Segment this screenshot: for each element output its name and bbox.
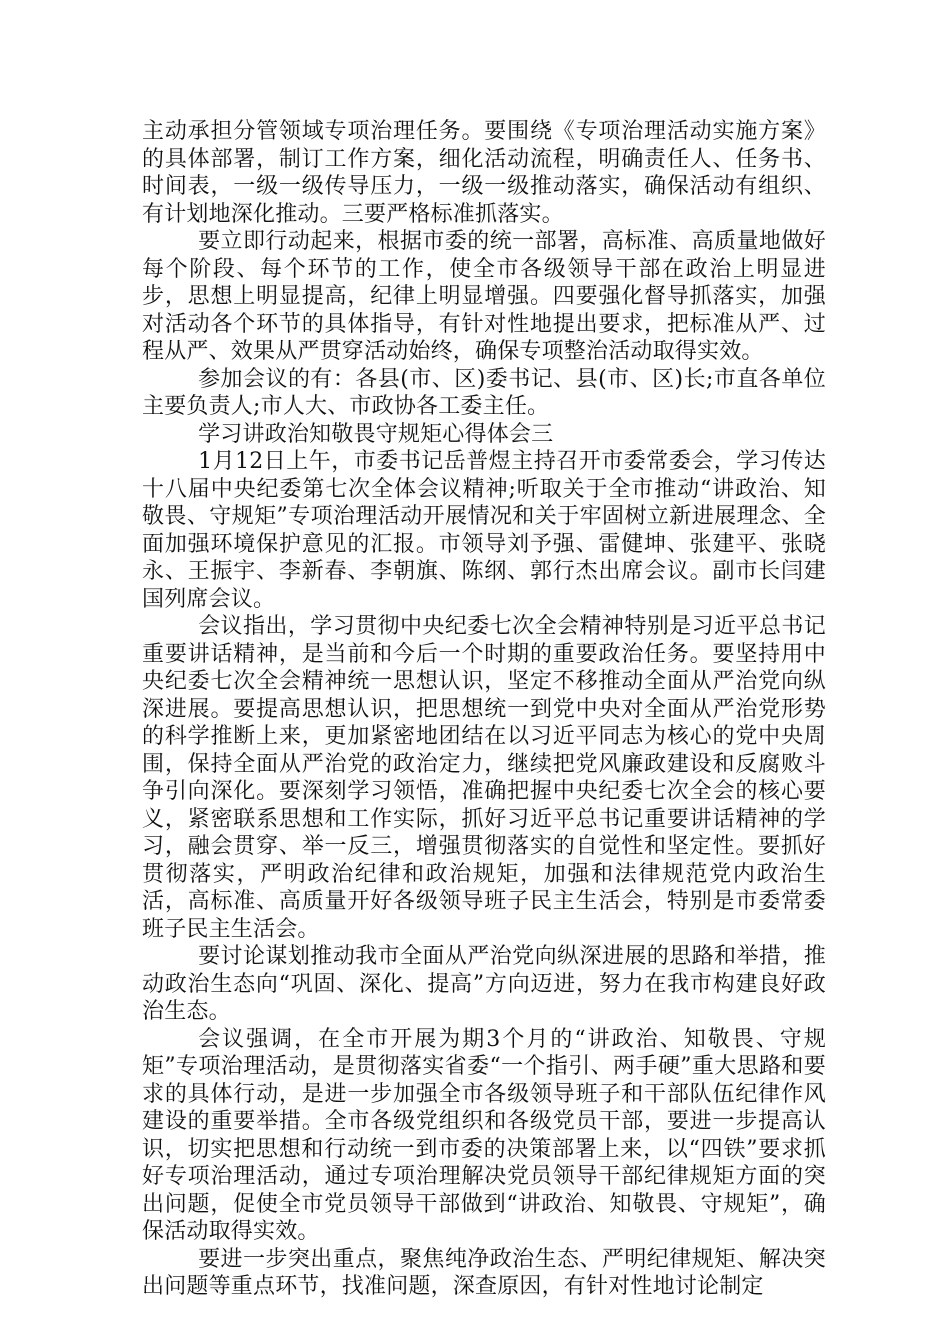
paragraph-9: 要进一步突出重点，聚焦纯净政治生态、严明纪律规矩、解决突出问题等重点环节，找准问题，深查原因，有针对性地讨论制定 <box>142 1246 826 1299</box>
section-heading: 学习讲政治知敬畏守规矩心得体会三 <box>198 421 554 447</box>
paragraph-1: 主动承担分管领域专项治理任务。要围绕《专项治理活动实施方案》的具体部署，制订工作方案，细化活动流程，明确责任人、任务书、时间表，一级一级传导压力，一级一级推动落实，确保活动有组织、有计划地深化推动。三要严格标准抓落实。 <box>142 119 826 227</box>
paragraph-7: 要讨论谋划推动我市全面从严治党向纵深进展的思路和举措，推动政治生态向“巩固、深化、提高”方向迈进，努力在我市构建良好政治生态。 <box>142 944 826 1024</box>
paragraph-3: 参加会议的有：各县(市、区)委书记、县(市、区)长;市直各单位主要负责人;市人大、市政协各工委主任。 <box>142 366 826 419</box>
paragraph-8: 会议强调，在全市开展为期3个月的“讲政治、知敬畏、守规矩”专项治理活动，是贯彻落实省委“一个指引、两手硬”重大思路和要求的具体行动，是进一步加强全市各级领导班子和干部队伍纪律作风建设的重要举措。全市各级党组织和各级党员干部，要进一步提高认识，切实把思想和行动统一到市委的决策部署上来，以“四铁”要求抓好专项治理活动，通过专项治理解决党员领导干部纪律规矩方面的突出问题，促使全市党员领导干部做到“讲政治、知敬畏、守规矩”，确保活动取得实效。 <box>142 1026 826 1244</box>
paragraph-2: 要立即行动起来，根据市委的统一部署，高标准、高质量地做好每个阶段、每个环节的工作，使全市各级领导干部在政治上明显进步，思想上明显提高，纪律上明显增强。四要强化督导抓落实，加强对活动各个环节的具体指导，有针对性地提出要求，把标准从严、过程从严、效果从严贯穿活动始终，确保专项整治活动取得实效。 <box>142 229 826 364</box>
document-body <box>142 118 826 1301</box>
paragraph-5: 1月12日上午，市委书记岳普煜主持召开市委常委会，学习传达十八届中央纪委第七次全体会议精神;听取关于全市推动“讲政治、知敬畏、守规矩”专项治理活动开展情况和关于牢固树立新进展理念、全面加强环境保护意见的汇报。市领导刘予强、雷健坤、张建平、张晓永、王振宇、李新春、李朝旗、陈纲、郭行杰出席会议。副市长闫建国列席会议。 <box>142 449 826 612</box>
paragraph-6: 会议指出，学习贯彻中央纪委七次全会精神特别是习近平总书记重要讲话精神，是当前和今后一个时期的重要政治任务。要坚持用中央纪委七次全会精神统一思想认识，坚定不移推动全面从严治党向纵深进展。要提高思想认识，把思想统一到党中央对全面从严治党形势的科学推断上来，更加紧密地团结在以习近平同志为核心的党中央周围，保持全面从严治党的政治定力，继续把党风廉政建设和反腐败斗争引向深化。要深刻学习领悟，准确把握中央纪委七次全会的核心要义，紧密联系思想和工作实际，抓好习近平总书记重要讲话精神的学习，融会贯穿、举一反三，增强贯彻落实的自觉性和坚定性。要抓好贯彻落实，严明政治纪律和政治规矩，加强和法律规范党内政治生活，高标准、高质量开好各级领导班子民主生活会，特别是市委常委班子民主生活会。 <box>142 614 826 942</box>
